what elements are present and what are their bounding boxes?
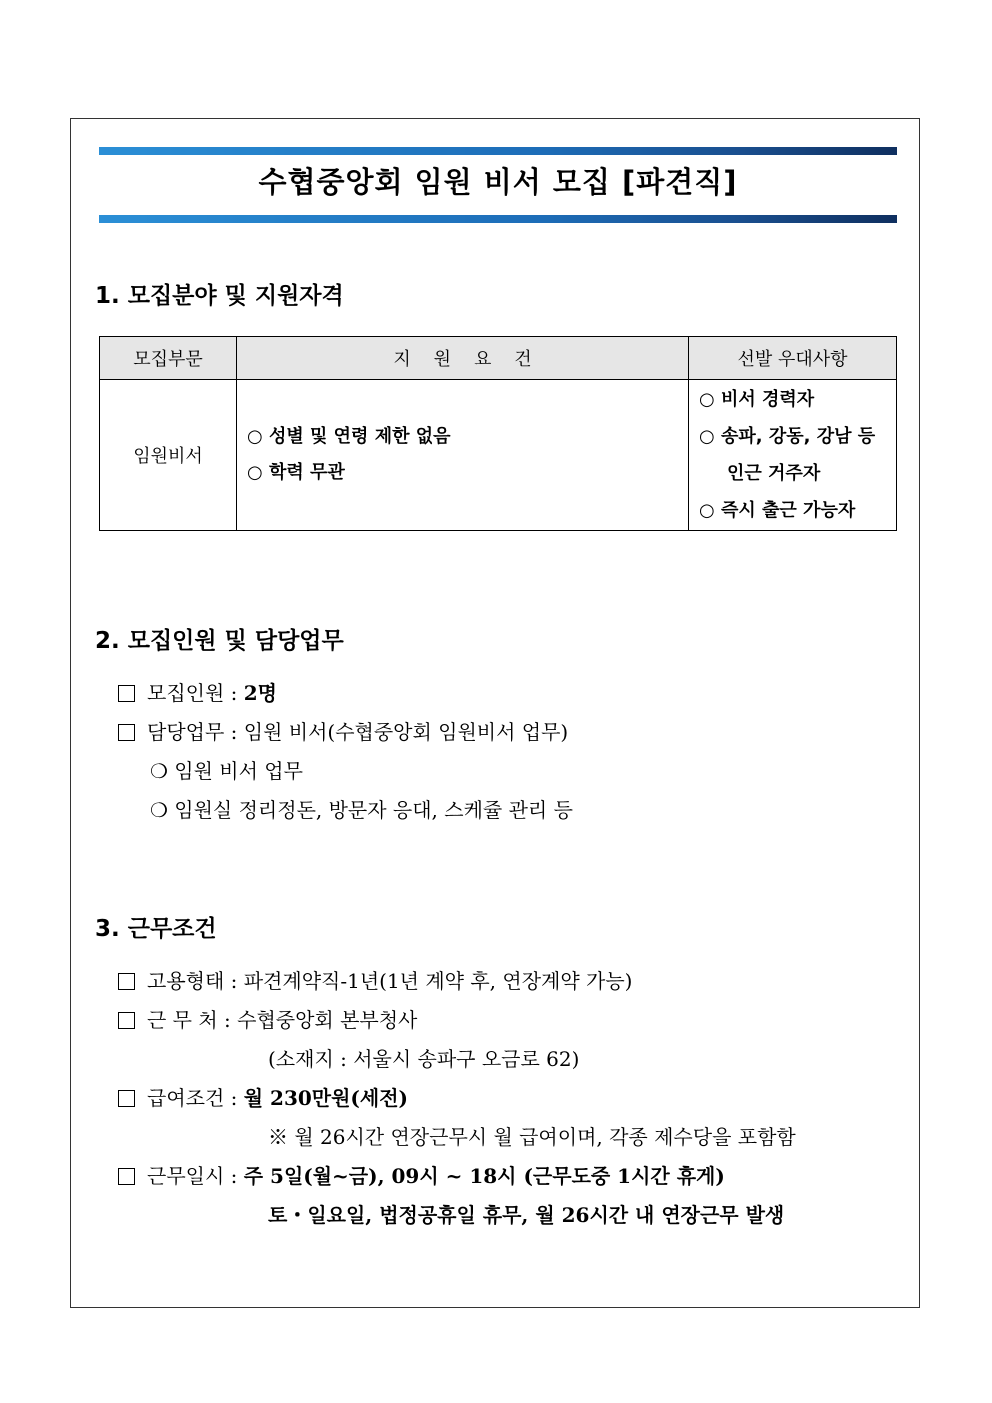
requirements-cell <box>237 380 689 531</box>
preference-item: ○ 송파, 강동, 강남 등 <box>699 426 876 447</box>
header-preferences: 선발 우대사항 <box>689 337 897 380</box>
item-note: 토・일요일, 법정공휴일 휴무, 월 26시간 내 연장근무 발생 <box>268 1203 785 1227</box>
item-label: 고용형태 : <box>147 969 238 993</box>
list-item <box>118 677 277 706</box>
item-label: 모집인원 : <box>147 681 238 705</box>
sub-item: ❍ 임원 비서 업무 <box>150 759 303 783</box>
item-label: 근 무 처 : <box>147 1008 231 1032</box>
list-item <box>118 1082 408 1111</box>
square-bullet-icon <box>118 1090 135 1107</box>
item-value: 수협중앙회 본부청사 <box>237 1008 418 1032</box>
table-row <box>100 380 897 531</box>
item-label: 담당업무 : <box>147 720 238 744</box>
square-bullet-icon <box>118 1012 135 1029</box>
preference-item: ○ 즉시 출근 가능자 <box>699 500 856 521</box>
header-requirements: 지 원 요 건 <box>237 337 689 380</box>
list-item <box>118 1160 725 1189</box>
section1-heading: 1. 모집분야 및 지원자격 <box>95 283 344 309</box>
item-value: 파견계약직-1년(1년 계약 후, 연장계약 가능) <box>243 969 633 993</box>
qualification-table <box>99 336 897 531</box>
header-category: 모집부문 <box>100 337 237 380</box>
sub-item: ❍ 임원실 정리정돈, 방문자 응대, 스케쥴 관리 등 <box>150 798 573 822</box>
item-note: ※ 월 26시간 연장근무시 월 급여이며, 각종 제수당을 포함함 <box>268 1125 796 1149</box>
title-top-bar <box>99 147 897 155</box>
section3-heading: 3. 근무조건 <box>95 916 217 942</box>
section2-heading: 2. 모집인원 및 담당업무 <box>95 628 344 654</box>
item-value: 주 5일(월~금), 09시 ~ 18시 (근무도중 1시간 휴게) <box>243 1164 725 1188</box>
item-value: 월 230만원(세전) <box>243 1086 408 1110</box>
page-title: 수협중앙회 임원 비서 모집 [파견직] <box>258 165 738 199</box>
item-note: (소재지 : 서울시 송파구 오금로 62) <box>268 1047 580 1071</box>
list-item <box>118 716 568 745</box>
requirement-item: ○ 학력 무관 <box>247 462 345 483</box>
item-label: 급여조건 : <box>147 1086 238 1110</box>
item-label: 근무일시 : <box>147 1164 238 1188</box>
square-bullet-icon <box>118 685 135 702</box>
list-item <box>118 1004 417 1033</box>
list-item <box>118 965 632 994</box>
requirement-item: ○ 성별 및 연령 제한 없음 <box>247 426 451 447</box>
preference-item: ○ 비서 경력자 <box>699 389 815 410</box>
square-bullet-icon <box>118 1168 135 1185</box>
preferences-cell <box>689 380 897 531</box>
square-bullet-icon <box>118 973 135 990</box>
item-value: 임원 비서(수협중앙회 임원비서 업무) <box>243 720 569 744</box>
square-bullet-icon <box>118 724 135 741</box>
item-value: 2명 <box>243 681 277 705</box>
category-cell: 임원비서 <box>100 380 237 531</box>
title-bottom-bar <box>99 215 897 223</box>
preference-item: 인근 거주자 <box>727 463 821 484</box>
table-header-row <box>100 337 897 380</box>
